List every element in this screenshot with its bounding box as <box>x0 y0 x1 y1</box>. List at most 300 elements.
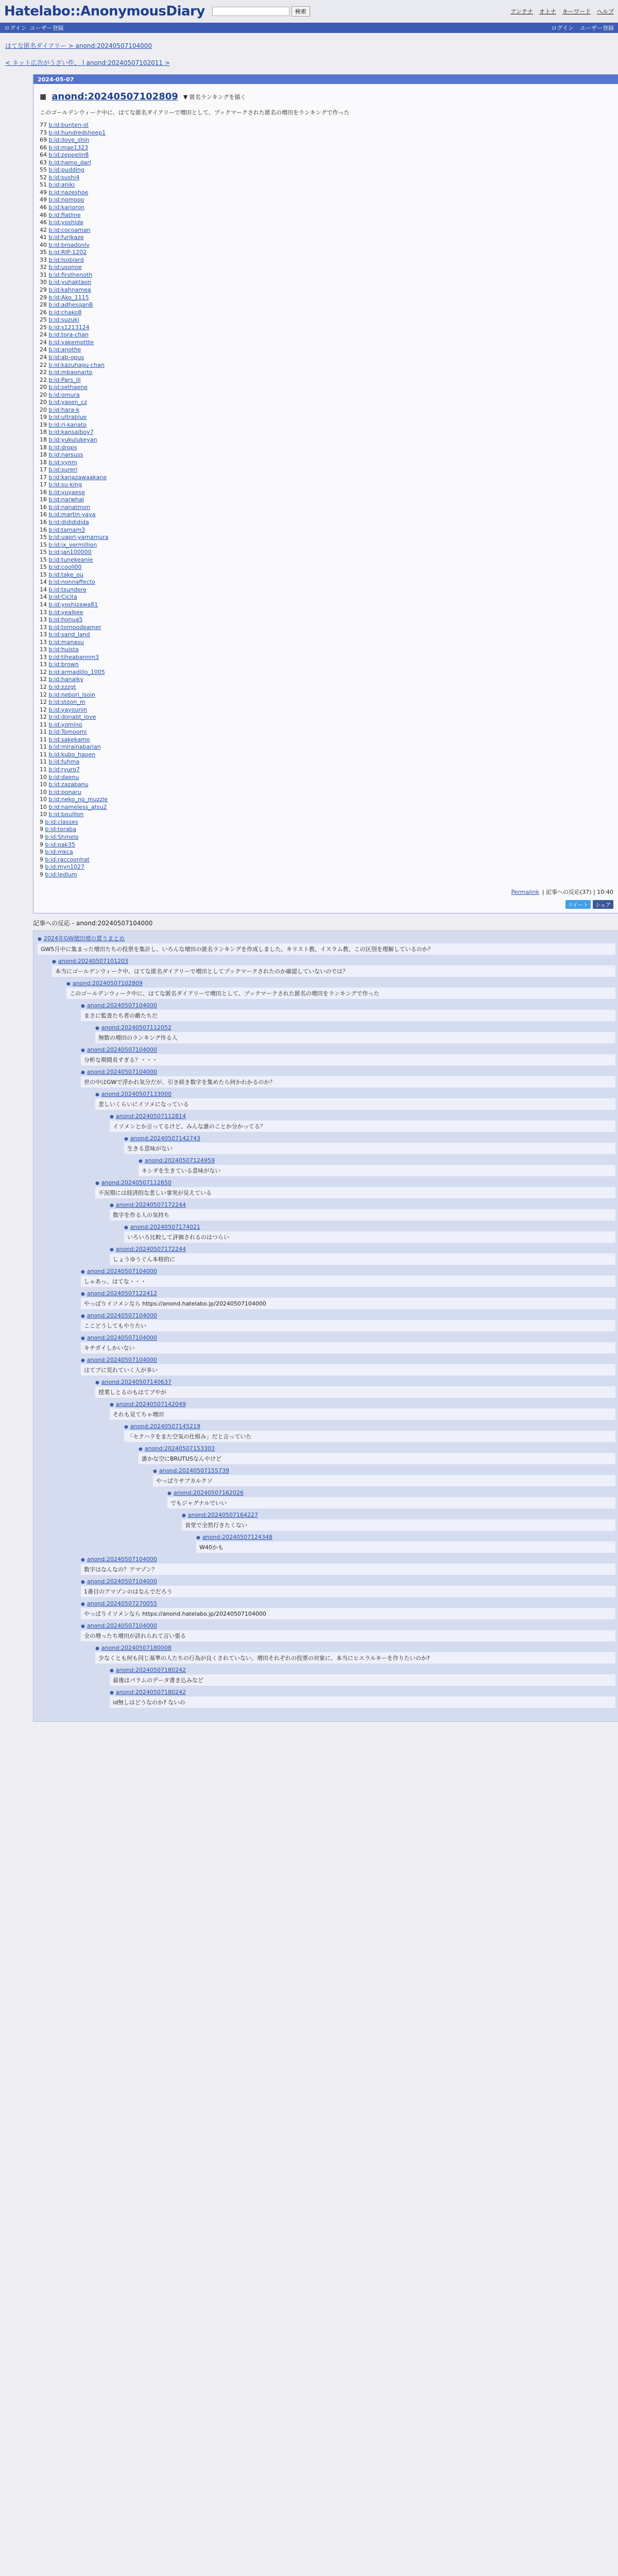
ranking-user-link[interactable]: b:id:mbaonarto <box>48 369 93 376</box>
comment-link[interactable]: anond:20240507124959 <box>144 1157 215 1164</box>
comment-body: やっぱりイソメンなら https://anond.hatelabo.jp/20240507104000 <box>81 1608 615 1619</box>
ranking-user-link[interactable]: b:id:zazabanu <box>48 781 89 788</box>
ranking-count: 16 <box>40 511 49 518</box>
ranking-count: 10 <box>40 773 49 781</box>
ranking-count: 15 <box>40 571 49 578</box>
reaction-comment <box>81 1556 615 1575</box>
comment-link[interactable]: anond:20240507124348 <box>202 1534 272 1541</box>
comment-body: それも見てちゃ増田 <box>110 1409 615 1420</box>
ranking-user-link[interactable]: b:id:yealkee <box>48 608 83 616</box>
ranking-row <box>40 339 613 347</box>
reaction-comment <box>81 1290 615 1309</box>
subbar-login[interactable]: ログイン <box>4 25 27 31</box>
ranking-user-link[interactable]: b:id:yynm <box>48 459 77 466</box>
ranking-user-link[interactable]: b:id:yasen_cz <box>48 399 87 406</box>
ranking-user-link[interactable]: b:id:tora-chan <box>48 331 89 338</box>
comment-meta <box>95 1379 615 1385</box>
ranking-user-link[interactable]: b:id:mkca <box>45 849 73 856</box>
comment-link[interactable]: anond:20240507145219 <box>130 1423 200 1430</box>
ranking-count: 10 <box>40 803 49 810</box>
bullet-icon: ● <box>153 1469 157 1475</box>
ranking-row <box>40 122 613 129</box>
breadcrumb-link[interactable]: はてな匿名ダイアリー > anond:20240507104000 <box>5 42 152 49</box>
ranking-user-link[interactable]: b:id:chako8 <box>48 309 82 316</box>
ranking-user-link[interactable]: b:id:neko_no_muzzle <box>48 796 108 803</box>
ranking-user-link[interactable]: b:id:hanaiky <box>48 676 83 683</box>
comment-link[interactable]: anond:20240507104000 <box>87 1334 157 1342</box>
comment-link[interactable]: anond:20240507174021 <box>130 1224 200 1231</box>
ranking-count: 9 <box>40 849 45 856</box>
entry-intro: このゴールデンウィーク中に、はてな匿名ダイアリーで増田として、ブックマークされた匿名の増田をランキングで作った <box>40 109 350 116</box>
comment-body: このゴールデンウィーク中に、はてな匿名ダイアリーで増田として、ブックマークされた匿名の増田をランキングで作った <box>66 988 615 999</box>
ranking-row <box>40 684 613 691</box>
comment-link[interactable]: anond:20240507142743 <box>130 1135 200 1142</box>
bullet-icon: ● <box>95 1380 99 1386</box>
comment-link[interactable]: anond:20240507104000 <box>87 1312 157 1319</box>
header-link-otona[interactable]: オトナ <box>539 8 556 15</box>
ranking-row <box>40 354 613 362</box>
ranking-count: 9 <box>40 818 45 825</box>
ranking-user-link[interactable]: b:id:sushi4 <box>48 174 80 181</box>
ranking-row <box>40 331 613 339</box>
ranking-user-link[interactable]: b:id:ledlum <box>45 871 77 878</box>
comment-link[interactable]: anond:20240507104000 <box>87 1556 157 1563</box>
ranking-row <box>40 728 613 736</box>
prev-next-link[interactable]: < ネット広告がうざい件、 | anond:20240507102011 > <box>5 59 170 66</box>
ranking-count: 31 <box>40 271 49 278</box>
ranking-count: 55 <box>40 166 49 174</box>
comment-link[interactable]: anond:20240507180242 <box>115 1689 186 1696</box>
ranking-row <box>40 849 613 856</box>
ranking-row <box>40 429 613 436</box>
comment-link[interactable]: anond:20240507112052 <box>101 1024 171 1031</box>
entry-tag[interactable]: ▼ 匿名ランキングを描く <box>183 93 246 100</box>
reaction-comment <box>124 1423 615 1442</box>
bullet-icon: ● <box>66 981 71 987</box>
ranking-count: 30 <box>40 279 49 286</box>
ranking-user-link[interactable]: b:id:pak35 <box>45 841 76 848</box>
comment-link[interactable]: anond:20240507180242 <box>115 1667 186 1674</box>
comment-link[interactable]: anond:20240507122412 <box>87 1290 157 1297</box>
ranking-row <box>40 234 613 242</box>
ranking-count: 15 <box>40 541 49 548</box>
permalink[interactable]: Permalink <box>511 888 539 895</box>
ranking-row <box>40 129 613 137</box>
comment-meta <box>66 980 615 987</box>
ranking-user-link[interactable]: b:id:yayounin <box>48 706 88 713</box>
comment-body: 誰かな空にBRUTUSなんやけど <box>139 1453 615 1464</box>
ranking-row <box>40 264 613 272</box>
bullet-icon: ● <box>95 1026 99 1031</box>
ranking-user-link[interactable]: b:id:zeppelin8 <box>48 151 89 159</box>
ranking-user-link[interactable]: b:id:manasu <box>48 638 84 646</box>
bullet-icon: ● <box>124 1425 128 1430</box>
ranking-user-link[interactable]: b:id:Shinelo <box>45 833 79 840</box>
ranking-user-link[interactable]: b:id:uapri-yamamura <box>48 534 109 541</box>
comment-meta <box>110 1401 615 1408</box>
ranking-user-link[interactable]: b:id:ab-opus <box>48 353 84 361</box>
comment-link[interactable]: anond:20240507112814 <box>115 1113 186 1120</box>
ranking-user-link[interactable]: b:id:toraba <box>45 826 76 833</box>
ranking-user-link[interactable]: b:id:nazeshoe <box>48 189 89 196</box>
comment-meta <box>81 1069 615 1075</box>
ranking-row <box>40 609 613 617</box>
ranking-user-link[interactable]: b:id:didididida <box>48 518 89 526</box>
comment-link[interactable]: anond:20240507270055 <box>87 1600 157 1607</box>
comment-meta <box>81 1622 615 1629</box>
ranking-count: 35 <box>40 249 49 256</box>
ranking-user-link[interactable]: b:id:kubo_haoen <box>48 751 96 758</box>
ranking-user-link[interactable]: b:id:martin-yaya <box>48 511 96 518</box>
ranking-row <box>40 819 613 826</box>
ranking-count: 17 <box>40 473 49 481</box>
ranking-row <box>40 789 613 796</box>
ranking-user-link[interactable]: b:id:yomino <box>48 721 82 728</box>
ranking-user-link[interactable]: b:id:sand_land <box>48 631 90 638</box>
comment-meta <box>81 1556 615 1563</box>
ranking-row <box>40 466 613 474</box>
ranking-row <box>40 676 613 684</box>
ranking-user-link[interactable]: b:id:usonoe <box>48 264 82 271</box>
ranking-count: 16 <box>40 496 49 503</box>
ranking-row <box>40 451 613 459</box>
ranking-user-link[interactable]: b:id:sureri <box>48 466 78 473</box>
bullet-icon: ● <box>81 1269 85 1275</box>
ranking-user-link[interactable]: b:id:tamam3 <box>48 526 85 533</box>
ranking-row <box>40 369 613 377</box>
search-box <box>212 6 310 16</box>
ranking-user-link[interactable]: b:id:RIP-1202 <box>48 249 87 256</box>
ranking-user-link[interactable]: b:id:Tomoomi <box>48 728 87 736</box>
ranking-user-link[interactable]: b:id:cooll00 <box>48 564 82 571</box>
ranking-user-link[interactable]: b:id:tunekeanie <box>48 556 93 563</box>
reaction-comment <box>38 934 615 955</box>
ranking-count: 12 <box>40 684 49 691</box>
comment-body: 授業しとるのもはてブやが <box>95 1386 615 1398</box>
ranking-row <box>40 204 613 212</box>
ranking-user-link[interactable]: b:id:yuhaktaon <box>48 279 92 286</box>
comment-link[interactable]: anond:20240507140637 <box>101 1379 171 1386</box>
ranking-count: 13 <box>40 608 49 616</box>
comment-meta <box>124 1423 615 1430</box>
ranking-user-link[interactable]: b:id:su-king <box>48 481 82 488</box>
ranking-user-link[interactable]: b:id:ponaru <box>48 788 81 795</box>
ranking-user-link[interactable]: b:id:classes <box>45 818 78 825</box>
header-link-help[interactable]: ヘルプ <box>597 8 614 15</box>
ranking-row <box>40 571 613 579</box>
search-input[interactable] <box>212 7 289 16</box>
ranking-user-link[interactable]: b:id:mirainabarian <box>48 743 101 751</box>
ranking-user-link[interactable]: b:id:tsundere <box>48 586 87 593</box>
ranking-user-link[interactable]: b:id:firsthenoth <box>48 271 93 278</box>
comment-link[interactable]: anond:20240507101203 <box>58 958 128 965</box>
ranking-count: 49 <box>40 196 49 204</box>
ranking-count: 41 <box>40 234 49 241</box>
ranking-count: 17 <box>40 466 49 473</box>
comment-link[interactable]: anond:20240507164227 <box>187 1512 258 1519</box>
comment-link[interactable]: anond:20240507155739 <box>159 1467 229 1475</box>
comment-meta <box>81 1357 615 1363</box>
reaction-comment <box>81 1069 615 1088</box>
ranking-user-link[interactable]: b:id:suzuki <box>48 316 79 324</box>
ranking-user-link[interactable]: b:id:Ako_1115 <box>48 294 89 301</box>
ranking-user-link[interactable]: b:id:yakemottte <box>48 338 94 346</box>
comment-link[interactable]: anond:20240507104000 <box>87 1069 157 1076</box>
ranking-user-link[interactable]: b:id:cocoaman <box>48 226 91 233</box>
ranking-user-link[interactable]: b:id:brown <box>48 661 79 668</box>
comment-link[interactable]: anond:20240507102809 <box>72 980 143 987</box>
ranking-user-link[interactable]: b:id:aniki <box>48 181 75 189</box>
ranking-user-link[interactable]: b:id:ix_vermillion <box>48 541 97 548</box>
comment-meta <box>124 1224 615 1230</box>
ranking-user-link[interactable]: b:id:adhesqanB <box>48 301 93 309</box>
ranking-user-link[interactable]: b:id:hara-k <box>48 406 80 413</box>
bullet-icon: ● <box>52 959 56 965</box>
ranking-user-link[interactable]: b:id:huista <box>48 646 79 653</box>
ranking-user-link[interactable]: b:id:Cicita <box>48 594 77 601</box>
ranking-user-link[interactable]: b:id:s1213124 <box>48 324 90 331</box>
ranking-row <box>40 579 613 586</box>
ranking-user-link[interactable]: b:id:armadillo_1005 <box>48 668 105 675</box>
ranking-user-link[interactable]: b:id:nameless_atsu2 <box>48 803 107 810</box>
ranking-count: 13 <box>40 646 49 653</box>
comment-meta <box>95 1024 615 1031</box>
comment-body: 悲しいくらいにイソメになっている <box>95 1098 615 1110</box>
bullet-icon: ● <box>81 1048 85 1054</box>
facebook-share-button[interactable]: シェア <box>593 900 613 909</box>
comment-link[interactable]: anond:20240507162026 <box>173 1489 244 1497</box>
comment-link[interactable]: anond:20240507104000 <box>87 1357 157 1364</box>
comment-link[interactable]: anond:20240507112650 <box>101 1179 171 1187</box>
ranking-user-link[interactable]: b:id:bouillon <box>48 811 84 818</box>
comment-body: 「セクハラをまた空気の仕組み」だと言っていた <box>124 1431 615 1442</box>
ranking-count: 18 <box>40 436 49 443</box>
site-logo[interactable]: Hatelabo::AnonymousDiary <box>4 4 205 19</box>
ranking-count: 20 <box>40 384 49 391</box>
ranking-user-link[interactable]: b:id:myn1027 <box>45 863 85 871</box>
ranking-count: 11 <box>40 751 49 758</box>
ranking-count: 11 <box>40 736 49 743</box>
comment-link[interactable]: anond:20240507172244 <box>115 1246 186 1253</box>
comment-link[interactable]: anond:20240507172244 <box>115 1201 186 1209</box>
ranking-user-link[interactable]: b:id:ilove_shin <box>48 137 90 144</box>
ranking-count: 73 <box>40 129 49 136</box>
ranking-row <box>40 826 613 834</box>
bullet-icon: ● <box>38 937 42 942</box>
ranking-user-link[interactable]: b:id:donabt_love <box>48 714 96 721</box>
ranking-row <box>40 406 613 414</box>
comment-meta <box>182 1512 615 1518</box>
ranking-user-link[interactable]: b:id:zzzgt <box>48 684 76 691</box>
ranking-user-link[interactable]: b:id:yoshizawa81 <box>48 601 98 608</box>
entry-title-link[interactable]: anond:20240507102809 <box>52 91 178 102</box>
ranking-user-link[interactable]: b:id:nomooo <box>48 196 84 204</box>
bullet-icon: ● <box>81 1602 85 1607</box>
ranking-count: 14 <box>40 601 49 608</box>
ranking-row <box>40 474 613 482</box>
comment-link[interactable]: anond:20240507133000 <box>101 1091 171 1098</box>
comment-meta <box>38 934 615 942</box>
ranking-user-link[interactable]: b:id:fuhma <box>48 758 80 766</box>
comment-meta <box>81 1334 615 1341</box>
ranking-count: 16 <box>40 503 49 511</box>
comment-link[interactable]: anond:20240507104000 <box>87 1268 157 1275</box>
prev-next-nav <box>5 58 613 67</box>
ranking-row <box>40 691 613 699</box>
comment-link[interactable]: anond:20240507180008 <box>101 1645 171 1652</box>
ranking-user-link[interactable]: b:id:furikaze <box>48 234 84 241</box>
ranking-count: 77 <box>40 122 49 128</box>
ranking-user-link[interactable]: b:id:honua5 <box>48 616 83 623</box>
ranking-row <box>40 699 613 706</box>
ranking-count: 9 <box>40 833 45 840</box>
subbar-register-right[interactable]: ユーザー登録 <box>580 25 614 31</box>
ranking-user-link[interactable]: b:id:flatline <box>48 211 81 218</box>
ranking-user-link[interactable]: b:id:daenu <box>48 773 79 781</box>
comment-meta <box>81 1312 615 1319</box>
subbar-register[interactable]: ユーザー登録 <box>29 25 64 31</box>
comment-body: ここどうしてもやりたい <box>81 1320 615 1331</box>
ranking-row <box>40 601 613 609</box>
comment-link[interactable]: anond:20240507153303 <box>144 1445 215 1452</box>
comment-meta <box>139 1445 615 1452</box>
ranking-user-link[interactable]: b:id:broadonly <box>48 241 90 248</box>
ranking-row <box>40 286 613 294</box>
comment-body: いろいろ比較して評価されるのはつらい <box>124 1231 615 1243</box>
ranking-count: 9 <box>40 856 45 863</box>
ranking-user-link[interactable]: b:id:yoshida <box>48 219 83 226</box>
ranking-user-link[interactable]: b:id:yukulukeyan <box>48 436 97 443</box>
comment-meta <box>196 1534 615 1540</box>
ranking-count: 32 <box>40 264 49 271</box>
ranking-count: 46 <box>40 204 49 211</box>
ranking-user-link[interactable]: b:id:sakekamo <box>48 736 90 743</box>
comment-body: しゃあっ、はてな・・・ <box>81 1276 615 1287</box>
comment-link[interactable]: 2024年GW増田増の賞りまとめ <box>43 935 125 942</box>
ranking-row <box>40 189 613 197</box>
ranking-user-link[interactable]: b:id:kahnamea <box>48 286 91 294</box>
comment-meta <box>110 1113 615 1120</box>
ranking-count: 26 <box>40 309 49 316</box>
ranking-row <box>40 377 613 384</box>
comment-body: 全の増ったち増田が詳れられて言い張る <box>81 1630 615 1641</box>
reaction-comment <box>81 1600 615 1619</box>
ranking-count: 18 <box>40 459 49 466</box>
comment-link[interactable]: anond:20240507104000 <box>87 1046 157 1054</box>
ranking-row <box>40 624 613 632</box>
ranking-user-link[interactable]: b:id:nonnaffecto <box>48 579 95 586</box>
header-link-keyword[interactable]: キーワード <box>562 8 591 15</box>
subbar-login-right[interactable]: ログイン <box>551 25 574 31</box>
ranking-user-link[interactable]: b:id:jan100000 <box>48 549 92 556</box>
ranking-count: 69 <box>40 137 49 144</box>
ranking-row <box>40 309 613 317</box>
ranking-user-link[interactable]: b:id:nebori_lsoin <box>48 691 96 698</box>
ranking-row <box>40 856 613 864</box>
ranking-user-link[interactable]: b:id:bunten-st <box>48 122 89 128</box>
comment-body: 生きる意味がない <box>124 1143 615 1154</box>
ranking-user-link[interactable]: b:id:take_ou <box>48 571 83 578</box>
ranking-user-link[interactable]: b:id:ri-kanato <box>48 421 87 428</box>
ranking-user-link[interactable]: b:id:drops <box>48 444 77 451</box>
ranking-count: 15 <box>40 556 49 563</box>
ranking-user-link[interactable]: b:id:mae1323 <box>48 144 89 151</box>
reaction-comment <box>139 1157 615 1176</box>
ranking-user-link[interactable]: b:id:Isobiard <box>48 256 84 263</box>
ranking-user-link[interactable]: b:id:karioron <box>48 204 85 211</box>
ranking-row <box>40 362 613 369</box>
tweet-button[interactable]: ツイート <box>565 900 591 909</box>
comment-link[interactable]: anond:20240507104000 <box>87 1578 157 1585</box>
ranking-count: 15 <box>40 564 49 571</box>
ranking-row <box>40 758 613 766</box>
ranking-user-link[interactable]: b:id:hundredsheep1 <box>48 129 106 136</box>
ranking-user-link[interactable]: b:id:yuyaese <box>48 488 85 496</box>
ranking-user-link[interactable]: b:id:kanazawaakane <box>48 473 107 481</box>
comment-body: 最後はパラムのデータ書き込みなど <box>110 1674 615 1686</box>
comment-meta <box>110 1689 615 1696</box>
reaction-comment <box>196 1534 615 1553</box>
ranking-user-link[interactable]: b:id:tomoodeamer <box>48 623 101 631</box>
comment-body: W40かも <box>196 1541 615 1553</box>
ranking-row <box>40 654 613 662</box>
ranking-row <box>40 459 613 467</box>
ranking-count: 10 <box>40 781 49 788</box>
reaction-comment <box>110 1246 615 1265</box>
ranking-row <box>40 669 613 676</box>
reaction-comment <box>81 1002 615 1021</box>
ranking-count: 12 <box>40 699 49 706</box>
ranking-user-link[interactable]: b:id:narwhal <box>48 496 84 503</box>
ranking-user-link[interactable]: b:id:ryuro7 <box>48 766 80 773</box>
ranking-count: 29 <box>40 294 49 301</box>
ranking-user-link[interactable]: b:id:Pars_ili <box>48 376 81 383</box>
ranking-user-link[interactable]: b:id:omura <box>48 391 80 398</box>
ranking-user-link[interactable]: b:id:hamo_darl <box>48 159 91 166</box>
ranking-count: 18 <box>40 429 49 436</box>
ranking-count: 18 <box>40 444 49 451</box>
search-button[interactable]: 検索 <box>291 6 310 16</box>
ranking-user-link[interactable]: b:id:nanatmon <box>48 503 91 511</box>
ranking-user-link[interactable]: b:id:narsuss <box>48 451 83 459</box>
reaction-comment <box>52 958 615 977</box>
header-link-antenna[interactable]: アンテナ <box>510 8 533 15</box>
bullet-icon: ● <box>124 1137 128 1142</box>
ranking-user-link[interactable]: b:id:ultrablue <box>48 414 87 421</box>
comment-link[interactable]: anond:20240507104000 <box>87 1002 157 1009</box>
comment-body: 世の中はGWで浮かれ気分だが、引き続き数字を集めたら何かわかるのか？ <box>81 1076 615 1088</box>
ranking-user-link[interactable]: b:id:kansaiboy7 <box>48 429 94 436</box>
ranking-count: 9 <box>40 871 45 878</box>
header-links <box>510 7 614 15</box>
ranking-row <box>40 714 613 721</box>
ranking-user-link[interactable]: b:id:tiheabannm3 <box>48 653 99 660</box>
ranking-user-link[interactable]: b:id:pudding <box>48 166 84 174</box>
ranking-user-link[interactable]: b:id:anothe <box>48 346 81 353</box>
ranking-user-link[interactable]: b:id:raccoonhat <box>45 856 90 863</box>
reaction-comment <box>110 1113 615 1132</box>
ranking-row <box>40 316 613 324</box>
comment-link[interactable]: anond:20240507142049 <box>115 1401 186 1408</box>
comment-link[interactable]: anond:20240507104000 <box>87 1622 157 1630</box>
reaction-tree-label: 記事への反応 - anond:20240507104000 <box>33 920 153 927</box>
comment-body: でもジャグナルでいい <box>167 1497 615 1509</box>
ranking-row <box>40 496 613 504</box>
ranking-user-link[interactable]: b:id:sethaene <box>48 384 88 391</box>
bullet-icon: ● <box>81 1314 85 1319</box>
ranking-user-link[interactable]: b:id:kazuhagu-chan <box>48 361 105 368</box>
ranking-user-link[interactable]: b:id:stoon_m <box>48 699 85 706</box>
